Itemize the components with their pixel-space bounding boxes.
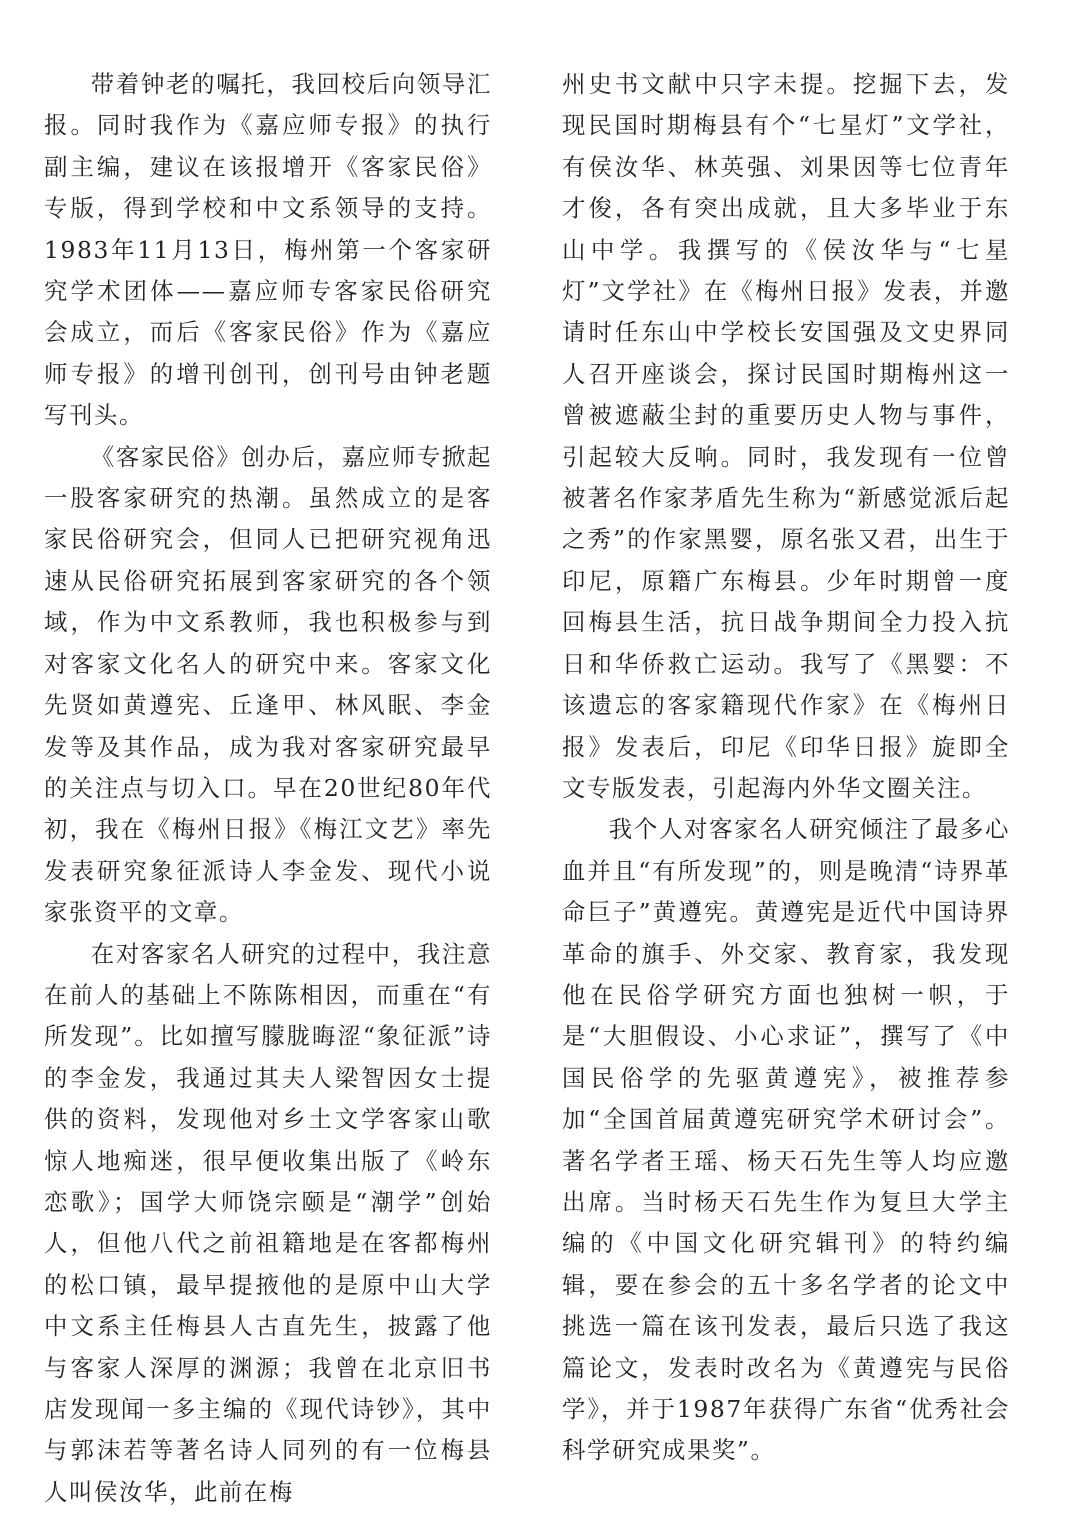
paragraph-new-discoveries: 在对客家名人研究的过程中，我注意在前人的基础上不陈陈相因，而重在“有所发现”。比如擅写朦胧晦涩“象征派”诗的李金发，我通过其夫人梁智因女士提供的资料，发现他对乡土文学客家山歌惊人地痴迷，很早便收集出版了《岭东恋歌》；国学大师饶宗颐是“潮学”创始人，但他八代之前祖籍地是在客都梅州的松口镇，最早提掖他的是原中山大学中文系主任梅县人古直先生，披露了他与客家人深厚的渊源；我曾在北京旧书店发现闻一多主编的《现代诗钞》，其中与郭沫若等著名诗人同列的有一位梅县人叫侯汝华，此前在梅 — [44, 939, 492, 1506]
paragraph-report-to-leaders: 带着钟老的嘱托，我回校后向领导汇报。同时我作为《嘉应师专报》的执行副主编，建议在该报增开《客家民俗》专版，得到学校和中文系领导的支持。1983年11月13日，梅州第一个客家研究学术团体——嘉应师专客家民俗研究会成立，而后《客家民俗》作为《嘉应师专报》的增刊创刊，创刊号由钟老题写刊头。 — [44, 70, 492, 430]
right-column — [562, 64, 1010, 1472]
left-column — [44, 64, 492, 1513]
paragraph-seven-star-lamp-society: 州史书文献中只字未提。挖掘下去，发现民国时期梅县有个“七星灯”文学社，有侯汝华、林英强、刘果因等七位青年才俊，各有突出成就，且大多毕业于东山中学。我撰写的《侯汝华与“七星灯”文学社》在《梅州日报》发表，并邀请时任东山中学校长安国强及文史界同人召开座谈会，探讨民国时期梅州这一曾被遮蔽尘封的重要历史人物与事件，引起较大反响。同时，我发现有一位曾被著名作家茅盾先生称为“新感觉派后起之秀”的作家黑婴，原名张又君，出生于印尼，原籍广东梅县。少年时期曾一度回梅县生活，抗日战争期间全力投入抗日和华侨救亡运动。我写了《黑婴：不该遗忘的客家籍现代作家》在《梅州日报》发表后，印尼《印华日报》旋即全文专版发表，引起海内外华文圈关注。 — [562, 70, 1010, 802]
paragraph-huang-zunxian-research: 我个人对客家名人研究倾注了最多心血并且“有所发现”的，则是晚清“诗界革命巨子”黄遵宪。黄遵宪是近代中国诗界革命的旗手、外交家、教育家，我发现他在民俗学研究方面也独树一帜，于是“大胆假设、小心求证”，撰写了《中国民俗学的先驱黄遵宪》，被推荐参加“全国首届黄遵宪研究学术研讨会”。著名学者王瑶、杨天石先生等人均应邀出席。当时杨天石先生作为复旦大学主编的《中国文化研究辑刊》的特约编辑，要在参会的五十多名学者的论文中挑选一篇在该刊发表，最后只选了我这篇论文，发表时改名为《黄遵宪与民俗学》，并于1987年获得广东省“优秀社会科学研究成果奖”。 — [562, 815, 1010, 1465]
paragraph-hakka-research-wave: 《客家民俗》创办后，嘉应师专掀起一股客家研究的热潮。虽然成立的是客家民俗研究会，但同人已把研究视角迅速从民俗研究拓展到客家研究的各个领域，作为中文系教师，我也积极参与到对客家文化名人的研究中来。客家文化先贤如黄遵宪、丘逢甲、林风眠、李金发等及其作品，成为我对客家研究最早的关注点与切入口。早在20世纪80年代初，我在《梅州日报》《梅江文艺》率先发表研究象征派诗人李金发、现代小说家张资平的文章。 — [44, 442, 492, 927]
